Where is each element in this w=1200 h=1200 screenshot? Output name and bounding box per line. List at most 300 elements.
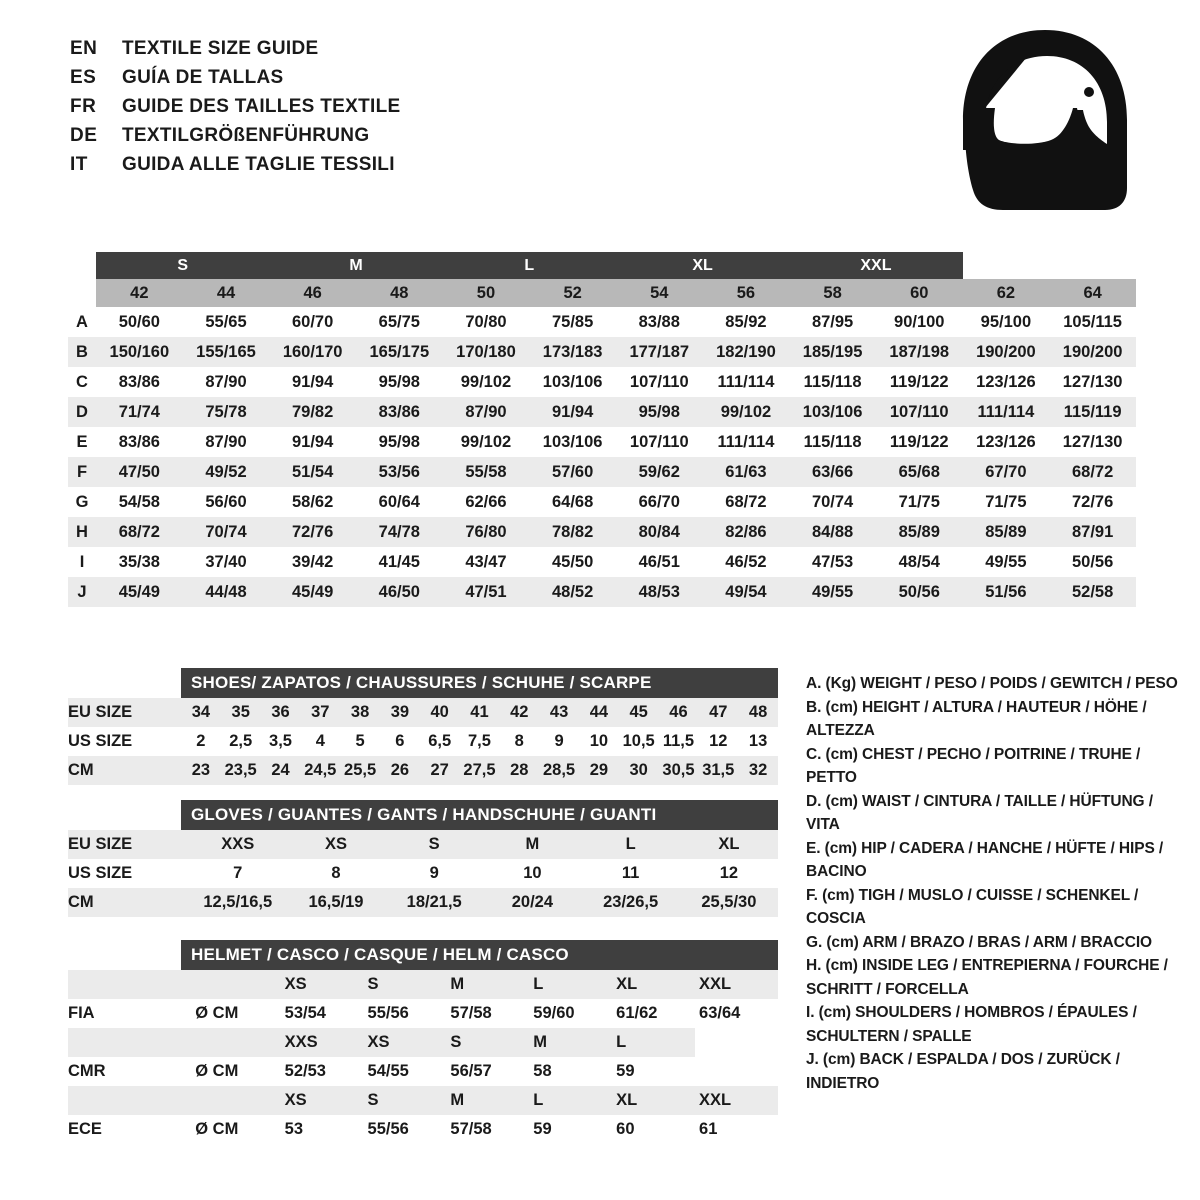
gloves-cell: XL — [680, 830, 778, 859]
helmet-cell: 52/53 — [281, 1057, 364, 1086]
helmet-cell: 53 — [281, 1115, 364, 1144]
measurement-cell: 119/122 — [876, 427, 963, 457]
shoes-cell: 24 — [261, 756, 301, 785]
helmet-size-xl: XL — [612, 970, 695, 999]
helmet-standard-cmr: CMR — [68, 1057, 191, 1086]
helmet-value-row — [68, 1115, 778, 1144]
measurement-cell: 49/52 — [183, 457, 270, 487]
letter-size-empty — [68, 252, 96, 279]
measurement-row — [68, 457, 1136, 487]
shoes-cell: 11,5 — [659, 727, 699, 756]
measurement-cell: 170/180 — [443, 337, 530, 367]
measurement-cell: 68/72 — [703, 487, 790, 517]
measurement-cell: 111/114 — [703, 427, 790, 457]
measurement-key-F: F — [68, 457, 96, 487]
gloves-cell: 12,5/16,5 — [189, 888, 287, 917]
header — [70, 38, 400, 183]
measurement-cell: 80/84 — [616, 517, 703, 547]
measurement-cell: 83/86 — [356, 397, 443, 427]
measurement-cell: 107/110 — [876, 397, 963, 427]
shoes-cell: 38 — [340, 698, 380, 727]
measurement-cell: 123/126 — [963, 367, 1050, 397]
measurement-cell: 85/92 — [703, 307, 790, 337]
gloves-row-label: US SIZE — [68, 859, 189, 888]
shoes-cell: 2 — [181, 727, 221, 756]
measurement-cell: 182/190 — [703, 337, 790, 367]
numeric-size-64: 64 — [1049, 279, 1136, 307]
measurement-cell: 87/95 — [789, 307, 876, 337]
gloves-row — [68, 888, 778, 917]
shoes-cell: 37 — [300, 698, 340, 727]
helmet-size-m: M — [529, 1028, 612, 1057]
helmet-size-row — [68, 1086, 778, 1115]
measurement-cell: 43/47 — [443, 547, 530, 577]
numeric-size-58: 58 — [789, 279, 876, 307]
shoes-cell: 39 — [380, 698, 420, 727]
gloves-cell: 20/24 — [483, 888, 581, 917]
helmet-size-l: L — [529, 970, 612, 999]
measurement-cell: 127/130 — [1049, 367, 1136, 397]
measurement-cell: 51/56 — [963, 577, 1050, 607]
measurement-cell: 79/82 — [269, 397, 356, 427]
header-title-en: TEXTILE SIZE GUIDE — [122, 38, 319, 59]
measurement-cell: 119/122 — [876, 367, 963, 397]
helmet-size-xs: XS — [364, 1028, 447, 1057]
header-row — [70, 154, 400, 176]
legend-line: I. (cm) SHOULDERS / HOMBROS / ÉPAULES / — [806, 1004, 1137, 1021]
gloves-cell: 23/26,5 — [582, 888, 680, 917]
measurement-cell: 111/114 — [963, 397, 1050, 427]
measurement-cell: 50/56 — [876, 577, 963, 607]
measurement-cell: 99/102 — [703, 397, 790, 427]
measurement-cell: 78/82 — [529, 517, 616, 547]
measurement-cell: 70/80 — [443, 307, 530, 337]
gloves-cell: 9 — [385, 859, 483, 888]
gloves-cell: 8 — [287, 859, 385, 888]
measurement-cell: 66/70 — [616, 487, 703, 517]
shoes-cell: 12 — [698, 727, 738, 756]
measurement-cell: 65/68 — [876, 457, 963, 487]
shoes-cell: 5 — [340, 727, 380, 756]
shoes-cell: 9 — [539, 727, 579, 756]
measurement-cell: 68/72 — [96, 517, 183, 547]
shoes-row-label: US SIZE — [68, 727, 181, 756]
shoes-cell: 13 — [738, 727, 778, 756]
measurement-cell: 47/50 — [96, 457, 183, 487]
measurement-row — [68, 337, 1136, 367]
measurement-cell: 95/98 — [356, 367, 443, 397]
gloves-row — [68, 830, 778, 859]
header-title-es: GUÍA DE TALLAS — [122, 67, 284, 88]
measurement-cell: 47/53 — [789, 547, 876, 577]
helmet-unit: Ø CM — [191, 1057, 280, 1086]
shoes-block — [68, 668, 778, 785]
shoes-cell: 8 — [499, 727, 539, 756]
measurement-cell: 99/102 — [443, 367, 530, 397]
gloves-cell: 10 — [483, 859, 581, 888]
measurement-cell: 65/75 — [356, 307, 443, 337]
measurement-cell: 71/75 — [876, 487, 963, 517]
gloves-cell: M — [483, 830, 581, 859]
helmet-cell: 60 — [612, 1115, 695, 1144]
gloves-cell: L — [582, 830, 680, 859]
gloves-cell: 12 — [680, 859, 778, 888]
measurement-key-A: A — [68, 307, 96, 337]
helmet-value-row — [68, 999, 778, 1028]
helmet-cell: 55/56 — [364, 1115, 447, 1144]
measurement-cell: 53/56 — [356, 457, 443, 487]
measurement-row — [68, 367, 1136, 397]
measurement-row — [68, 487, 1136, 517]
shoes-cell: 23,5 — [221, 756, 261, 785]
header-lang-fr: FR — [70, 96, 97, 117]
legend-line: B. (cm) HEIGHT / ALTURA / HAUTEUR / HÖHE / ALTEZZA — [806, 698, 1147, 739]
shoes-cell: 24,5 — [300, 756, 340, 785]
measurement-cell: 83/88 — [616, 307, 703, 337]
header-row — [70, 67, 400, 89]
shoes-cell: 41 — [460, 698, 500, 727]
numeric-size-62: 62 — [963, 279, 1050, 307]
gloves-cell: XS — [287, 830, 385, 859]
measurement-cell: 190/200 — [1049, 337, 1136, 367]
shoes-cell: 36 — [261, 698, 301, 727]
measurement-cell: 107/110 — [616, 367, 703, 397]
gloves-cell: 11 — [582, 859, 680, 888]
helmet-size-xxl: XXL — [695, 1086, 778, 1115]
helmet-cell: 55/56 — [364, 999, 447, 1028]
shoes-row-label: CM — [68, 756, 181, 785]
measurement-cell: 44/48 — [183, 577, 270, 607]
helmet-cell: 59 — [612, 1057, 695, 1086]
measurement-key-E: E — [68, 427, 96, 457]
helmet-cell: 53/54 — [281, 999, 364, 1028]
measurement-cell: 62/66 — [443, 487, 530, 517]
measurement-cell: 48/52 — [529, 577, 616, 607]
numeric-size-50: 50 — [443, 279, 530, 307]
measurement-cell: 70/74 — [183, 517, 270, 547]
measurement-cell: 95/100 — [963, 307, 1050, 337]
numeric-size-60: 60 — [876, 279, 963, 307]
shoes-cell: 6,5 — [420, 727, 460, 756]
measurement-cell: 115/118 — [789, 367, 876, 397]
shoes-title: SHOES/ ZAPATOS / CHAUSSURES / SCHUHE / SCARPE — [181, 668, 778, 698]
shoes-cell: 10 — [579, 727, 619, 756]
measurement-cell: 49/54 — [703, 577, 790, 607]
measurement-cell: 50/60 — [96, 307, 183, 337]
legend-line: J. (cm) BACK / ESPALDA / DOS / ZURÜCK / INDIETRO — [806, 1051, 1120, 1092]
shoes-cell: 27,5 — [460, 756, 500, 785]
helmet-standard-fia: FIA — [68, 999, 191, 1028]
shoes-cell: 46 — [659, 698, 699, 727]
measurement-cell: 75/78 — [183, 397, 270, 427]
measurement-cell: 64/68 — [529, 487, 616, 517]
measurement-cell: 63/66 — [789, 457, 876, 487]
letter-size-s: S — [96, 252, 269, 279]
shoes-cell: 4 — [300, 727, 340, 756]
helmet-size-row — [68, 1028, 778, 1057]
measurement-cell: 155/165 — [183, 337, 270, 367]
measurement-cell: 84/88 — [789, 517, 876, 547]
helmet-cell: 59/60 — [529, 999, 612, 1028]
helmet-size-m: M — [446, 1086, 529, 1115]
shoes-cell: 40 — [420, 698, 460, 727]
measurement-cell: 46/50 — [356, 577, 443, 607]
shoes-cell: 6 — [380, 727, 420, 756]
helmet-value-row — [68, 1057, 778, 1086]
measurement-cell: 45/49 — [269, 577, 356, 607]
shoes-cell: 42 — [499, 698, 539, 727]
measurement-cell: 95/98 — [616, 397, 703, 427]
measurement-cell: 55/65 — [183, 307, 270, 337]
numeric-size-48: 48 — [356, 279, 443, 307]
legend-line: H. (cm) INSIDE LEG / ENTREPIERNA / FOURCHE / — [806, 957, 1168, 974]
measurement-key-I: I — [68, 547, 96, 577]
legend-line: F. (cm) TIGH / MUSLO / CUISSE / SCHENKEL / COSCIA — [806, 886, 1139, 927]
measurement-cell: 60/64 — [356, 487, 443, 517]
shoes-cell: 23 — [181, 756, 221, 785]
measurement-cell: 60/70 — [269, 307, 356, 337]
measurement-cell: 85/89 — [963, 517, 1050, 547]
numeric-size-54: 54 — [616, 279, 703, 307]
measurement-cell: 37/40 — [183, 547, 270, 577]
letter-size-empty — [963, 252, 1050, 279]
measurement-cell: 67/70 — [963, 457, 1050, 487]
numeric-size-56: 56 — [703, 279, 790, 307]
letter-size-xxl: XXL — [789, 252, 962, 279]
measurement-cell: 177/187 — [616, 337, 703, 367]
measurement-cell: 52/58 — [1049, 577, 1136, 607]
shoes-cell: 3,5 — [261, 727, 301, 756]
header-row — [70, 125, 400, 147]
measurement-cell: 49/55 — [963, 547, 1050, 577]
measurement-cell: 91/94 — [269, 367, 356, 397]
shoes-cell: 29 — [579, 756, 619, 785]
legend-line: G. (cm) ARM / BRAZO / BRAS / ARM / BRACCIO — [806, 933, 1152, 951]
measurement-cell: 71/75 — [963, 487, 1050, 517]
gloves-block — [68, 800, 778, 917]
gloves-cell: 18/21,5 — [385, 888, 483, 917]
gloves-title: GLOVES / GUANTES / GANTS / HANDSCHUHE / GUANTI — [181, 800, 778, 830]
legend-line: D. (cm) WAIST / CINTURA / TAILLE / HÜFTUNG / VITA — [806, 792, 1153, 833]
helmet-cell: 59 — [529, 1115, 612, 1144]
measurement-cell: 49/55 — [789, 577, 876, 607]
numeric-size-46: 46 — [269, 279, 356, 307]
gloves-cell: 16,5/19 — [287, 888, 385, 917]
helmet-cell: 58 — [529, 1057, 612, 1086]
shoes-row — [68, 756, 778, 785]
measurement-cell: 160/170 — [269, 337, 356, 367]
measurement-cell: 103/106 — [529, 427, 616, 457]
measurement-cell: 91/94 — [269, 427, 356, 457]
measurement-cell: 123/126 — [963, 427, 1050, 457]
helmet-size-s: S — [446, 1028, 529, 1057]
shoes-row-label: EU SIZE — [68, 698, 181, 727]
header-lang-es: ES — [70, 67, 97, 88]
numeric-size-52: 52 — [529, 279, 616, 307]
measurement-cell: 107/110 — [616, 427, 703, 457]
helmet-cell: 61 — [695, 1115, 778, 1144]
legend-line: E. (cm) HIP / CADERA / HANCHE / HÜFTE / HIPS / BACINO — [806, 839, 1164, 880]
helmet-cell: 57/58 — [446, 999, 529, 1028]
measurement-cell: 87/90 — [183, 427, 270, 457]
measurement-cell: 91/94 — [529, 397, 616, 427]
gloves-row-label: EU SIZE — [68, 830, 189, 859]
gloves-cell: S — [385, 830, 483, 859]
measurement-cell: 46/51 — [616, 547, 703, 577]
helmet-cell: 54/55 — [364, 1057, 447, 1086]
helmet-unit-spacer — [191, 970, 280, 999]
numeric-size-empty — [68, 279, 96, 307]
letter-size-m: M — [269, 252, 442, 279]
measurement-cell: 55/58 — [443, 457, 530, 487]
measurement-cell: 54/58 — [96, 487, 183, 517]
measurement-cell: 57/60 — [529, 457, 616, 487]
shoes-cell: 45 — [619, 698, 659, 727]
helmet-size-row-spacer — [68, 970, 191, 999]
measurement-cell: 82/86 — [703, 517, 790, 547]
measurement-cell: 50/56 — [1049, 547, 1136, 577]
helmet-standard-ece: ECE — [68, 1115, 191, 1144]
shoes-cell: 27 — [420, 756, 460, 785]
helmet-unit-spacer — [191, 1086, 280, 1115]
letter-size-xl: XL — [616, 252, 789, 279]
measurement-row — [68, 397, 1136, 427]
measurement-cell: 56/60 — [183, 487, 270, 517]
helmet-size-l: L — [529, 1086, 612, 1115]
measurement-cell: 48/54 — [876, 547, 963, 577]
header-lang-de: DE — [70, 125, 98, 146]
shoes-cell: 48 — [738, 698, 778, 727]
legend-line: SCHULTERN / SPALLE — [806, 1027, 972, 1045]
measurement-cell: 68/72 — [1049, 457, 1136, 487]
measurement-cell: 59/62 — [616, 457, 703, 487]
helmet-cell: 56/57 — [446, 1057, 529, 1086]
helmet-block — [68, 940, 778, 1144]
shoes-cell: 44 — [579, 698, 619, 727]
measurement-cell: 51/54 — [269, 457, 356, 487]
shoes-cell: 28 — [499, 756, 539, 785]
helmet-size-xxl: XXL — [695, 970, 778, 999]
measurement-cell: 111/114 — [703, 367, 790, 397]
measurement-key-D: D — [68, 397, 96, 427]
measurement-cell: 35/38 — [96, 547, 183, 577]
main-size-table — [68, 252, 1136, 607]
header-lang-it: IT — [70, 154, 88, 175]
shoes-row — [68, 727, 778, 756]
measurement-row — [68, 577, 1136, 607]
helmet-size-row-spacer — [68, 1086, 191, 1115]
measurement-cell: 47/51 — [443, 577, 530, 607]
shoes-cell: 31,5 — [698, 756, 738, 785]
measurement-cell: 71/74 — [96, 397, 183, 427]
header-title-fr: GUIDE DES TAILLES TEXTILE — [122, 96, 401, 117]
measurement-cell: 74/78 — [356, 517, 443, 547]
measurement-cell: 87/90 — [443, 397, 530, 427]
helmet-unit: Ø CM — [191, 999, 280, 1028]
shoes-cell: 28,5 — [539, 756, 579, 785]
helmet-size-s: S — [364, 1086, 447, 1115]
measurement-cell: 45/50 — [529, 547, 616, 577]
measurement-key-C: C — [68, 367, 96, 397]
measurement-cell: 83/86 — [96, 367, 183, 397]
shoes-cell: 10,5 — [619, 727, 659, 756]
letter-size-l: L — [443, 252, 616, 279]
helmet-size-l: L — [612, 1028, 695, 1057]
helmet-cell: 57/58 — [446, 1115, 529, 1144]
measurement-cell: 61/63 — [703, 457, 790, 487]
measurement-cell: 72/76 — [1049, 487, 1136, 517]
shoes-cell: 26 — [380, 756, 420, 785]
gloves-cell: XXS — [189, 830, 287, 859]
measurement-cell: 58/62 — [269, 487, 356, 517]
header-lang-en: EN — [70, 38, 98, 59]
shoes-cell: 2,5 — [221, 727, 261, 756]
helmet-size-xxs: XXS — [281, 1028, 364, 1057]
header-row — [70, 96, 400, 118]
measurement-cell: 87/90 — [183, 367, 270, 397]
measurement-cell: 187/198 — [876, 337, 963, 367]
gloves-row-label: CM — [68, 888, 189, 917]
measurement-cell: 127/130 — [1049, 427, 1136, 457]
measurement-cell: 99/102 — [443, 427, 530, 457]
helmet-size-m: M — [446, 970, 529, 999]
measurement-cell: 46/52 — [703, 547, 790, 577]
helmet-size-xs: XS — [281, 1086, 364, 1115]
gloves-cell: 25,5/30 — [680, 888, 778, 917]
shoes-cell: 34 — [181, 698, 221, 727]
legend-line: C. (cm) CHEST / PECHO / POITRINE / TRUHE / PETTO — [806, 745, 1141, 786]
helmet-title: HELMET / CASCO / CASQUE / HELM / CASCO — [181, 940, 778, 970]
measurement-cell: 103/106 — [529, 367, 616, 397]
measurement-row — [68, 517, 1136, 547]
measurement-cell: 87/91 — [1049, 517, 1136, 547]
measurement-cell: 185/195 — [789, 337, 876, 367]
measurement-row — [68, 307, 1136, 337]
shoes-cell: 35 — [221, 698, 261, 727]
measurement-key-H: H — [68, 517, 96, 547]
helmet-size-xs: XS — [281, 970, 364, 999]
measurement-row — [68, 427, 1136, 457]
measurement-key-J: J — [68, 577, 96, 607]
shoes-cell: 47 — [698, 698, 738, 727]
measurement-cell: 150/160 — [96, 337, 183, 367]
gloves-row — [68, 859, 778, 888]
legend — [806, 672, 1186, 1095]
measurement-cell: 165/175 — [356, 337, 443, 367]
measurement-cell: 103/106 — [789, 397, 876, 427]
measurement-cell: 70/74 — [789, 487, 876, 517]
header-row — [70, 38, 400, 60]
measurement-cell: 45/49 — [96, 577, 183, 607]
measurement-cell: 115/119 — [1049, 397, 1136, 427]
measurement-cell: 173/183 — [529, 337, 616, 367]
shoes-row — [68, 698, 778, 727]
header-title-de: TEXTILGRÖßENFÜHRUNG — [122, 125, 370, 146]
measurement-cell: 72/76 — [269, 517, 356, 547]
legend-line: SCHRITT / FORCELLA — [806, 980, 969, 998]
measurement-cell: 41/45 — [356, 547, 443, 577]
measurement-key-B: B — [68, 337, 96, 367]
measurement-cell: 83/86 — [96, 427, 183, 457]
numeric-size-42: 42 — [96, 279, 183, 307]
measurement-cell: 76/80 — [443, 517, 530, 547]
measurement-cell: 95/98 — [356, 427, 443, 457]
helmet-size-xl: XL — [612, 1086, 695, 1115]
measurement-cell: 75/85 — [529, 307, 616, 337]
header-title-it: GUIDA ALLE TAGLIE TESSILI — [122, 154, 395, 175]
helmet-size-s: S — [364, 970, 447, 999]
measurement-row — [68, 547, 1136, 577]
